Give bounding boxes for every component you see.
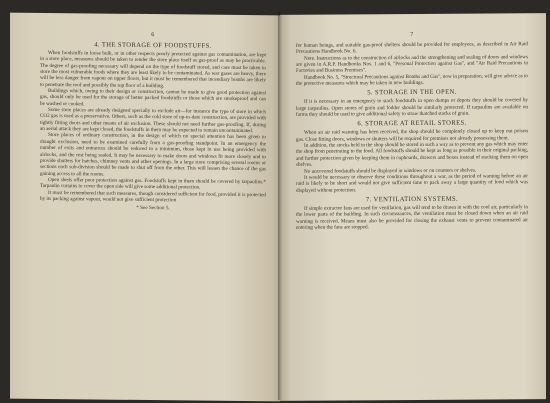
- paragraph: In addition, the stocks held in the shop should be stored in such a way as to prevent any gas which may enter the shop from penetrating to the food. All foodstuffs should be kept as long as possible in their original packing, and further protection given by keeping them in cupboards, drawers and boxes instead of stacking them on open shelves.: [296, 141, 528, 168]
- page-number-right: 7: [410, 31, 414, 39]
- paragraph: Store places of ordinary construction, in the design of which no special attention has been given to draught exclusion, need to be examined carefully from a gas-proofing standpoint. In an emergency the number of exits and entrances should be reduced to a minimum, those kept in use being provided with airlocks, and the rest being sealed. It may be necessary to make doors and windows fit more closely and to provide shutters for hatches, chimney vents and other openings. In a large store comprising several rooms or sections each sub-division should be made to shut off from the other. This will lessen the chance of the gas gaining access to all the rooms.: [40, 132, 266, 178]
- paragraph: It would be necessary to observe these conditions throughout a war, as the period of warning before an air raid is likely to be short and would not give sufficient time to pack away a large quantity of food which was displayed without protection.: [296, 173, 528, 194]
- paragraph: If it is necessary in an emergency to stack foodstuffs in open dumps or depots they should be covered by large tarpaulins. Open stores of grain and fodder should be similarly protected. If tarpaulins are available on farms they should be used to give additional safety to straw thatched stacks of grain.: [296, 97, 528, 118]
- section-heading-storage-open: 5. STORAGE IN THE OPEN.: [367, 89, 457, 97]
- paragraph: When an air raid warning has been received, the shop should be completely closed up to keep out poison gas. Close fitting doors, windows or shutters will be required for premises not already possessing them.: [296, 128, 528, 143]
- spine-shadow: [278, 12, 282, 400]
- paragraph: It must be remembered that such measures, though considered sufficient for food, provided it is protected by its packing against vapour, would not give sufficient protection: [40, 189, 266, 204]
- paragraph: Some store places are already designed specially to exclude air—for instance the type of store in which CO2 gas is used as a preservative. Others, such as the cold store of up-to-date construction, are provided with tightly fitting doors and other means of air exclusion. These should not need further gas-proofing. If, during an aerial attack they are kept closed, the foodstuffs in them may be expected to remain uncontaminated.: [40, 107, 266, 135]
- section-heading-retail-stores: 6. STORAGE AT RETAIL STORES.: [357, 120, 467, 128]
- paragraph: If simple extractor fans are used for ventilation, gas will tend to be drawn in with the cool air, particularly in the lower parts of the building. In such circumstances, the ventilation must be closed down when an air raid warning is received. Means must also be provided for closing the exhaust vents to prevent contaminated air entering when the fans are stopped.: [296, 204, 528, 231]
- paragraph: No uncovered foodstuffs should be displayed in windows or on counters or shelves.: [304, 167, 477, 175]
- note-paragraph: Note. Instructions as to the construction of airlocks and the strengthening and sealing of doors and windows are given in A.R.P. Handbooks Nos. 1 and 6, "Personal Protection against Gas", and "Air Raid Precautions in Factories and Business Premises".: [296, 53, 528, 75]
- section-heading-storage-foodstuffs: 4. THE STORAGE OF FOODSTUFFS.: [94, 41, 212, 50]
- paragraph: Open sheds offer poor protection against gas. Foodstuffs kept in them should be covered by tarpaulins.* Tarpaulin curtains to cover the open side will give some additional protection.: [40, 176, 266, 191]
- footnote: * See Section 5.: [136, 205, 170, 212]
- note-paragraph: Handbook No. 5, "Structural Precautions against Bombs and Gas", now in preparation, will give advice as to the protective measures which may be taken in new buildings.: [296, 72, 528, 87]
- paragraph-continued: for human beings, and suitable gas-proof shelters should be provided for employees, as described in Air Raid Precautions Handbook No. 6.: [296, 41, 528, 56]
- paragraph: When foodstuffs in loose bulk, or in other respects poorly protected against gas contamination, are kept in a store place, measures should be taken to render the store place itself as gas-proof as may be practicable. The degree of gas-proofing necessary will depend on the type of foodstuff stored, and care must be taken to store the most vulnerable foods where they are least likely to be contaminated. As war gases are heavy, there will be less danger from vapour on upper floors, but it must be remembered that incendiary bombs are likely to penetrate the roof and possibly the top floor of a building.: [40, 49, 266, 89]
- section-heading-ventilation: 7. VENTILATION SYSTEMS.: [365, 195, 459, 204]
- left-page: [10, 13, 280, 402]
- right-page: [280, 13, 546, 401]
- paragraph: Buildings which, owing to their design or construction, cannot be made to give good protection against gas, should only be used for the storage of better packed foodstuffs or those which are smokeproof and can be washed or cooked.: [40, 88, 266, 108]
- page-number-left: 6: [151, 32, 155, 39]
